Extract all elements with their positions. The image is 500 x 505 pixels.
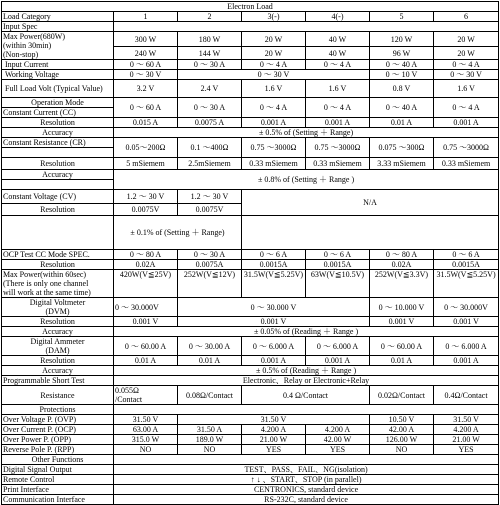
ocp-resolution-row [2,260,499,270]
cell-value: 0 ～ 6 A [306,250,370,260]
cv-accuracy-row [2,216,499,250]
cell-value: 0.001 A [242,356,306,366]
function-label: Communication Interface [2,495,114,505]
max-power-row [2,32,499,47]
cell-value: 42.00 A [370,425,434,435]
cell-value: 0.055Ω /Contact [114,386,178,405]
opp-row [2,435,499,445]
cell-value: 0.02A [370,260,434,270]
cell-value: 0.001 A [306,118,370,128]
cell-value: 96 W [370,47,434,60]
cell-value: 420W(V≦25V) [114,270,178,298]
column-header: 6 [434,12,499,22]
cell-value: 2.5mSiemem [178,158,242,170]
cell-value: 0 ～ 80 A [114,250,178,260]
dam-label: Digital Ammeter (DAM) [2,337,114,356]
cell-value: 42.00 W [306,435,370,445]
ocp-max-power-label: Max Power(within 60sec) (There is only one channel will work at the same time) [2,270,114,298]
cell-value: ± 0.8% of (Setting ＋ Range ) [114,170,499,190]
cell-value: YES [434,445,499,455]
spacer [242,216,499,250]
ovp-row [2,415,499,425]
cell-value: 0 ～ 6 A [434,250,499,260]
cell-value: YES [242,445,306,455]
cell-value: 1.6 V [434,80,499,98]
function-value: RS-232C, standard device [114,495,499,505]
cell-value: 0 ～ 30 A [178,98,242,118]
cell-value: 0 ～ 30 A [178,60,242,70]
dam-accuracy-row [2,366,499,376]
electron-load-spec-table [1,1,499,505]
spacer [114,22,499,32]
other-functions-label: Other Functions [2,455,114,465]
title-row [2,2,499,12]
cell-value: 63.00 A [114,425,178,435]
resolution-label: Resolution [2,118,114,128]
column-header: 5 [370,12,434,22]
cell-value: 0.01 A [370,356,434,366]
print-interface-row [2,485,499,495]
cell-value: 0.33 mSiemem [434,158,499,170]
cc-accuracy-row [2,128,499,138]
rpp-row [2,445,499,455]
resolution-label: Resolution [2,204,114,216]
operation-mode-label: Operation Mode [2,98,114,108]
cell-value: 126.00 W [370,435,434,445]
cell-value: 0.05～200Ω [114,138,178,158]
cell-value: 0 ～ 60 A [114,60,178,70]
cell-value: 0 ～ 10 V [370,70,434,80]
cell-value: 31.50 V [114,415,178,425]
cell-value: Electronic、Relay or Electronic+Relay [114,376,499,386]
column-header: 1 [114,12,178,22]
accuracy-label: Accuracy [2,366,114,376]
cell-value: 40 W [306,47,370,60]
accuracy-label [2,216,114,250]
cell-value: 300 W [114,32,178,47]
cell-value: 0 ～ 60 A [114,98,178,118]
cell-value: 0 ～ 30.000V [114,298,178,317]
input-current-row [2,60,499,70]
cell-value: 1.6 V [306,80,370,98]
input-spec-header-row [2,22,499,32]
cell-value: 0 ～ 10.000 V [370,298,434,317]
dam-row [2,337,499,356]
cell-value: 0.001 V [114,317,178,327]
ovp-label: Over Voltage P. (OVP) [2,415,114,425]
short-test-row [2,376,499,386]
cell-value: 0 ～ 4 A [434,60,499,70]
function-value: CENTRONICS, standard device [114,485,499,495]
cell-value: 0 ～ 4 A [242,98,306,118]
function-label: Digital Signal Output [2,465,114,475]
cr-label: Constant Resistance (CR) [2,138,114,148]
cell-value: 0 ～ 30.000 V [178,298,370,317]
resolution-label: Resolution [2,260,114,270]
cell-value: 3.2 V [114,80,178,98]
cell-value: 0 ～ 40 A [370,98,434,118]
cell-value: 0.75 ～3000Ω [242,138,306,158]
cell-value: ± 0.5% of (Reading ＋ Range ) [114,366,499,376]
cell-value: 0.015 A [114,118,178,128]
cell-value: 0.001 A [242,118,306,128]
cell-value: 4.200 A [242,425,306,435]
cell-value: 189.0 W [178,435,242,445]
accuracy-label: Accuracy [2,128,114,138]
column-header: 2 [178,12,242,22]
cell-value: 1.2 ～ 30 V [114,190,178,204]
remote-control-row [2,475,499,485]
full-load-row [2,80,499,98]
ocp-test-label: OCP Test CC Mode SPEC. [2,250,114,260]
cell-value: 0.8 V [370,80,434,98]
max-power-label: Max Power(680W) (within 30min) (Non-stop) [2,32,114,60]
other-functions-row [2,455,499,465]
cell-value: 0.33 mSiemem [306,158,370,170]
cell-value: 0.75 ～3000Ω [434,138,499,158]
cell-value: 0.1 ～400Ω [178,138,242,158]
cell-value: ± 0.1% of (Setting ＋ Range) [114,216,242,250]
cell-value: 0.01 A [178,356,242,366]
cell-value: 1.6 V [242,80,306,98]
cr-resolution-row [2,158,499,170]
cell-value: 0 ～ 80 A [370,250,434,260]
ocp-label: Over Current P. (OCP) [2,425,114,435]
cell-value: 0.01 A [370,118,434,128]
cell-value: 0.33 mSiemem [242,158,306,170]
cell-value: 240 W [114,47,178,60]
cell-value: 0 ～ 4 A [434,98,499,118]
cell-value: 10.50 V [370,415,434,425]
function-value: ↑ ↓ 、START、STOP (in parallel) [114,475,499,485]
cell-value: 0.0075V [114,204,178,216]
cv-na: N/A [242,190,499,216]
ocp-test-row [2,250,499,260]
cell-value: 0 ～ 30.00 A [178,337,242,356]
cell-value: YES [306,445,370,455]
cell-value: ± 0.05% of (Reading ＋ Range ) [114,327,499,337]
spacer [114,455,499,465]
cr-accuracy-row [2,170,499,180]
cell-value: 21.00 W [242,435,306,445]
accuracy-label: Accuracy [2,170,114,180]
dvm-accuracy-row [2,327,499,337]
spacer [2,180,114,190]
cell-value: 31.50 V [434,415,499,425]
cell-value: 252W(V≦3.3V) [370,270,434,298]
working-voltage-label: Working Voltage [2,70,114,80]
cell-value: 0.4Ω/Contact [434,386,499,405]
cell-value: 31.50 V [178,415,370,425]
short-resistance-row [2,386,499,405]
resolution-label: Resolution [2,356,114,366]
cell-value: 0.02Ω/Contact [370,386,434,405]
spacer [2,148,114,158]
rpp-label: Reverse Pole P. (RPP) [2,445,114,455]
cell-value: 31.50 A [178,425,242,435]
cell-value: 40 W [306,32,370,47]
cell-value: 0.4 Ω/Contact [242,386,370,405]
function-label: Remote Control [2,475,114,485]
column-header: 4(-) [306,12,370,22]
protections-label: Protections [2,405,114,415]
table-title: Electron Load [2,2,499,12]
cell-value: 0.001 V [370,317,434,327]
load-category-label: Load Category [2,12,114,22]
cell-value: 0.01 A [114,356,178,366]
cell-value: 20 W [434,32,499,47]
function-value: TEST、PASS、FAIL、NG(isolation) [114,465,499,475]
communication-interface-row [2,495,499,505]
cell-value: 0.0075A [178,260,242,270]
cell-value: 0.075 ～300Ω [370,138,434,158]
cell-value: 4.200 A [434,425,499,435]
cell-value: 0 ～ 30 V [178,70,370,80]
cell-value: 0.0075V [178,204,242,216]
cell-value: 4.200 A [306,425,370,435]
resolution-label: Resolution [2,317,114,327]
cell-value: 0.0015A [306,260,370,270]
cell-value: 252W(V≦12V) [178,270,242,298]
cell-value: 180 W [178,32,242,47]
cell-value: 0 ～ 30.000V [434,298,499,317]
cell-value: 0 ～ 6 A [242,250,306,260]
operation-mode-row [2,98,499,108]
cv-label: Constant Voltage (CV) [2,190,114,204]
cell-value: 0 ～ 60.00 A [370,337,434,356]
resolution-label: Resolution [2,158,114,170]
cell-value: 0 ～ 6.000 A [306,337,370,356]
cell-value: 20 W [242,32,306,47]
cell-value: 21.00 W [434,435,499,445]
cell-value: ± 0.5% of (Setting ＋ Range) [114,128,499,138]
cell-value: 0 ～ 30 V [434,70,499,80]
cell-value: 144 W [178,47,242,60]
cell-value: 0 ～ 6.000 A [242,337,306,356]
full-load-label: Full Load Volt (Typical Value) [2,80,114,98]
dvm-row [2,298,499,317]
cell-value: 2.4 V [178,80,242,98]
cell-value: 0 ～ 30 A [178,250,242,260]
cell-value: 0.75 ～3000Ω [306,138,370,158]
cell-value: 0 ～ 4 A [306,60,370,70]
cell-value: 20 W [242,47,306,60]
cell-value: 0.08Ω/Contact [178,386,242,405]
input-current-label: Input Current [2,60,114,70]
function-label: Print Interface [2,485,114,495]
resistance-label: Resistance [2,386,114,405]
cell-value: 0.0075 A [178,118,242,128]
digital-signal-row [2,465,499,475]
cell-value: 120 W [370,32,434,47]
cell-value: 0.001 A [434,356,499,366]
cr-row [2,138,499,148]
dvm-resolution-row [2,317,499,327]
cell-value: 0.0015A [242,260,306,270]
cell-value: NO [370,445,434,455]
header-row [2,12,499,22]
cell-value: 0.001 V [434,317,499,327]
cell-value: NO [114,445,178,455]
opp-label: Over Power P. (OPP) [2,435,114,445]
cv-row [2,190,499,204]
column-header: 3(-) [242,12,306,22]
input-spec-label: Input Spec [2,22,114,32]
dvm-label: Digital Voltmeter (DVM) [2,298,114,317]
cell-value: 31.5W(V≦5.25V) [242,270,306,298]
cell-value: 31.5W(V≦5.25V) [434,270,499,298]
protections-row [2,405,499,415]
accuracy-label: Accuracy [2,327,114,337]
cell-value: 5 mSiemem [114,158,178,170]
cell-value: 0.001 V [178,317,370,327]
cell-value: 20 W [434,47,499,60]
cell-value: 0 ～ 60.00 A [114,337,178,356]
cell-value: 0.0015A [434,260,499,270]
cc-label: Constant Current (CC) [2,108,114,118]
cc-resolution-row [2,118,499,128]
cell-value: 0.02A [114,260,178,270]
cell-value: 3.33 mSiemem [370,158,434,170]
cell-value: 63W(V≦10.5V) [306,270,370,298]
cell-value: 0.001 A [434,118,499,128]
cell-value: 0.001 A [306,356,370,366]
spacer [114,405,499,415]
cell-value: 1.2 ～ 30 V [178,190,242,204]
working-voltage-row [2,70,499,80]
ocp-max-power-row [2,270,499,298]
cell-value: 0 ～ 30 V [114,70,178,80]
cell-value: 0 ～ 6.000 A [434,337,499,356]
cell-value: 0 ～ 40 A [370,60,434,70]
cell-value: 0 ～ 4 A [242,60,306,70]
cell-value: 315.0 W [114,435,178,445]
dam-resolution-row [2,356,499,366]
cell-value: 0 ～ 4 A [306,98,370,118]
short-test-label: Programmable Short Test [2,376,114,386]
cell-value: NO [178,445,242,455]
ocp-row [2,425,499,435]
